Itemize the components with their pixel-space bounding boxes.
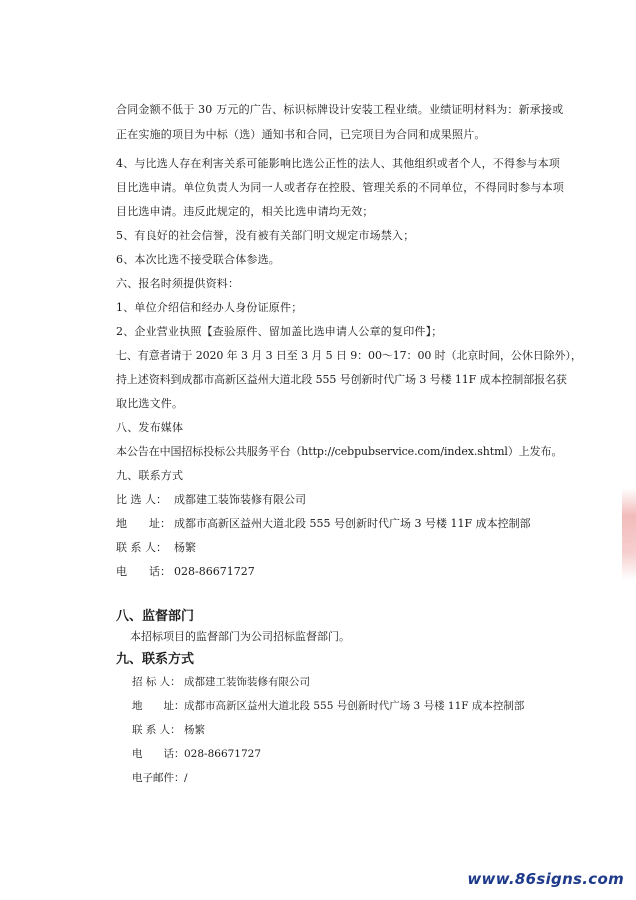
contact-row-email [132,771,188,785]
paragraph-line: 本公告在中国招标投标公共服务平台（http://cebpubservice.com/index.shtml）上发布。 [116,445,563,458]
section-heading: 六、报名时须提供资料： [116,277,240,290]
site-watermark: www.86signs.com [467,870,624,888]
contact-row-person [116,541,196,555]
paragraph-line: 4、与比选人存在利害关系可能影响比选公正性的法人、其他组织或者个人，不得参与本项 [116,157,560,170]
paragraph-line: 正在实施的项目为中标（选）通知书和合同，已完项目为合同和成果照片。 [116,128,486,141]
contact-value: 成都建工装饰装修有限公司 [184,676,310,688]
contact-label: 电子邮件： [132,772,185,784]
section-heading-supervision: 八、监督部门 [116,609,195,624]
contact-row-phone [132,747,261,761]
section-heading: 九、联系方式 [116,469,184,482]
paragraph-line: 2、企业营业执照【查验原件、留加盖比选申请人公章的复印件】； [116,325,443,338]
contact-row-tenderer [132,675,310,689]
paragraph-line: 持上述资料到成都市高新区益州大道北段 555 号创新时代广场 3 号楼 11F 成本控制部报名获 [116,373,567,386]
section-heading-contact: 九、联系方式 [116,652,195,667]
contact-value: 成都市高新区益州大道北段 555 号创新时代广场 3 号楼 11F 成本控制部 [174,517,531,530]
paragraph-line: 6、本次比选不接受联合体参选。 [116,253,280,266]
contact-label: 地 址： [116,517,171,530]
paragraph-line: 1、单位介绍信和经办人身份证原件； [116,301,303,314]
contact-label: 比 选 人： [116,493,167,506]
contact-label: 电 话： [116,565,171,578]
seal-stamp-edge [622,488,636,580]
paragraph-line: 5、有良好的社会信誉，没有被有关部门明文规定市场禁入； [116,229,415,242]
paragraph-line: 合同金额不低于 30 万元的广告、标识标牌设计安装工程业绩。业绩证明材料为：新承接或 [116,103,564,116]
contact-value: 杨繁 [184,724,205,736]
paragraph-line: 取比选文件。 [116,397,184,410]
section-heading: 八、发布媒体 [116,421,184,434]
contact-value: 杨繁 [174,541,196,554]
contact-label: 招 标 人： [132,676,181,688]
contact-row-bidder [116,493,306,507]
contact-value: 成都市高新区益州大道北段 555 号创新时代广场 3 号楼 11F 成本控制部 [184,700,525,712]
contact-row-address [132,699,524,713]
contact-label: 电 话： [132,748,185,760]
paragraph-line: 目比选申请。违反此规定的，相关比选申请均无效； [116,205,374,218]
supervision-text: 本招标项目的监督部门为公司招标监督部门。 [130,630,350,643]
paragraph-line: 七、有意者请于 2020 年 3 月 3 日至 3 月 5 日 9：00～17：00 时（北京时间，公休日除外）， [116,349,582,362]
paragraph-line: 目比选申请。单位负责人为同一人或者存在控股、管理关系的不同单位，不得同时参与本项 [116,181,564,194]
contact-value: / [184,772,188,784]
contact-label: 地 址： [132,700,185,712]
contact-row-address [116,517,531,531]
contact-row-phone [116,565,255,579]
contact-label: 联 系 人： [132,724,181,736]
contact-row-person [132,723,205,737]
contact-value: 成都建工装饰装修有限公司 [174,493,306,506]
contact-label: 联 系 人： [116,541,167,554]
contact-value: 028-86671727 [184,748,262,760]
contact-value: 028-86671727 [174,565,255,578]
